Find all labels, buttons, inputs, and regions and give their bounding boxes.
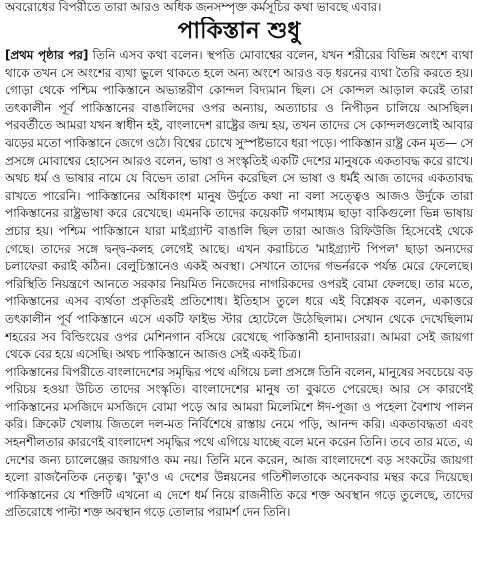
continuation-label: [প্রথম পৃষ্ঠার পর] bbox=[5, 48, 89, 62]
preceding-article-last-line: অবরোধের বিপরীতে তারা আরও অধিক জনসম্পৃক্ত কর্মসূচির কথা ভাবছে এবার। bbox=[5, 0, 382, 14]
article-paragraph-2: পাকিস্তানের বিপরীতে বাংলাদেশের সমৃদ্ধির পথে এগিয়ে চলা প্রসঙ্গে তিনি বলেন, মানুষের সবচেয়ে বড় পরিচয় হওয়া উচিত তাদের সংস্কৃতি। বাংলাদেশের মানুষ তা বুঝতে পেরেছে। আর সে কারণেই পাকিস্তানের মসজিদে মসজিদে বোমা পড়ে আর আমরা মিলেমিশে ঈদ-পূজা ও পহেলা বৈশাখ পালন করি। ক্রিকেট খেলায় জিতলে দল-মত নির্বিশেষে রাস্তায় নেমে পড়ি, আনন্দ করি। একতাবদ্ধতা এবং সহনশীলতার কারণেই বাংলাদেশ সমৃদ্ধির পথে এগিয়ে যাচ্ছে বলে মনে করেন তিনি। তবে তার মতে, এ দেশের জন্য চ্যালেঞ্জের জায়গাও কম নয়। তিনি মনে করেন, আজ বাংলাদেশে বড় সংকটের জায়গা হলো রাজনৈতিক নেতৃত্ব। 'ক্যু'ও এ দেশের উন্নয়নের গতিশীলতাকে অনেকবার মন্থর করে দিয়েছে। পাকিস্তানের যে শক্তিটি এখনো এ দেশে ধর্ম নিয়ে রাজনীতি করে শক্ত অবস্থান গড়ে তুলেছে, তাদের প্রতিরোধে পাল্টা শক্ত অবস্থান গড়ে তোলার পরামর্শ দেন তিনি। bbox=[5, 364, 473, 520]
paragraph-1-text: তিনি এসব কথা বলেন। স্থপতি মোবাশ্বের বলেন, যখন শরীরের বিভিন্ন অংশে ব্যথা থাকে তখন সে অংশের ব্যথা ভুলে থাকতে হলে অন্য অংশে আরও বড় ধরনের ব্যথা তৈরি করতে হয়। গোড়া থেকে পশ্চিম পাকিস্তানে অভ্যন্তরীণ কোন্দল বিদ্যমান ছিল। সে কোন্দল আড়াল করেই তারা তৎকালীন পূর্ব পাকিস্তানের বাঙালিদের ওপর অন্যায়, অত্যাচার ও নিপীড়ন চালিয়ে আসছিল। পরবর্তীতে আমরা যখন স্বাধীন হই, বাংলাদেশ রাষ্ট্রের জন্ম হয়, তখন তাদের সে কোন্দলগুলোই আবার ঝড়ের মতো পাকিস্তানে জেগে ওঠে। বিশ্বের চোখে সুস্পষ্টভাবে ধরা পড়ে। পাকিস্তান রাষ্ট্র কেন মৃত— সে প্রসঙ্গে মোবাশ্বের হোসেন আরও বলেন, ভাষা ও সংস্কৃতিই একটি দেশের মানুষকে একতাবদ্ধ করে রাখে। অথচ ধর্ম ও ভাষার নামে যে বিভেদ তারা সেদিন করেছিল সে ভাষা ও ধর্মই আজ তাদের একতাবদ্ধ রাখতে পারেনি। পাকিস্তানের অধিকাংশ মানুষ উর্দুতে কথা না বলা সত্ত্বেও আজও উর্দুকে তারা পাকিস্তানের রাষ্ট্রভাষা করে রেখেছে। এমনকি তাদের কয়েকটি গণমাধ্যম ছাড়া বাকিগুলো ভিন্ন ভাষায় প্রচার হয়। পশ্চিম পাকিস্তানে যারা মাইগ্র্যান্ট বাঙালি ছিল তারা আজও রিফিউজি হিসেবেই থেকে গেছে। তাদের সঙ্গে দ্বন্দ্ব-কলহ লেগেই আছে। এখন করাচিতে 'মাইগ্র্যান্ট পিপল' ছাড়া অন্যদের চলাফেরা করাই কঠিন। বেলুচিস্তানেও একই অবস্থা। সেখানে তাদের গভর্নরকে পর্যন্ত মেরে ফেলেছে। পরিস্থিতি নিয়ন্ত্রণে আনতে সরকার নিয়মিত নিজেদের নাগরিকদের ওপরই বোমা ফেলছে। তার মতে, পাকিস্তানের এসব ব্যর্থতা প্রকৃতিরই প্রতিশোধ। ইতিহাস তুলে ধরে এই বিশ্লেষক বলেন, একাত্তরে তৎকালীন পূর্ব পাকিস্তানে এসে একটি ফাইভ স্টার হোটেলে উঠেছিলাম। সেখান থেকে দেখেছিলাম শহরের সব বিল্ডিংয়ের ওপর মেশিনগান বসিয়ে রেখেছে পাকিস্তানী হানাদাররা। আমরা সেই জায়গা থেকে বের হয়ে এসেছি। অথচ পাকিস্তানে আজও সেই একই চিত্র। bbox=[5, 48, 473, 362]
article-paragraph-1 bbox=[5, 47, 473, 364]
article-headline: পাকিস্তান শুধু bbox=[177, 18, 301, 44]
